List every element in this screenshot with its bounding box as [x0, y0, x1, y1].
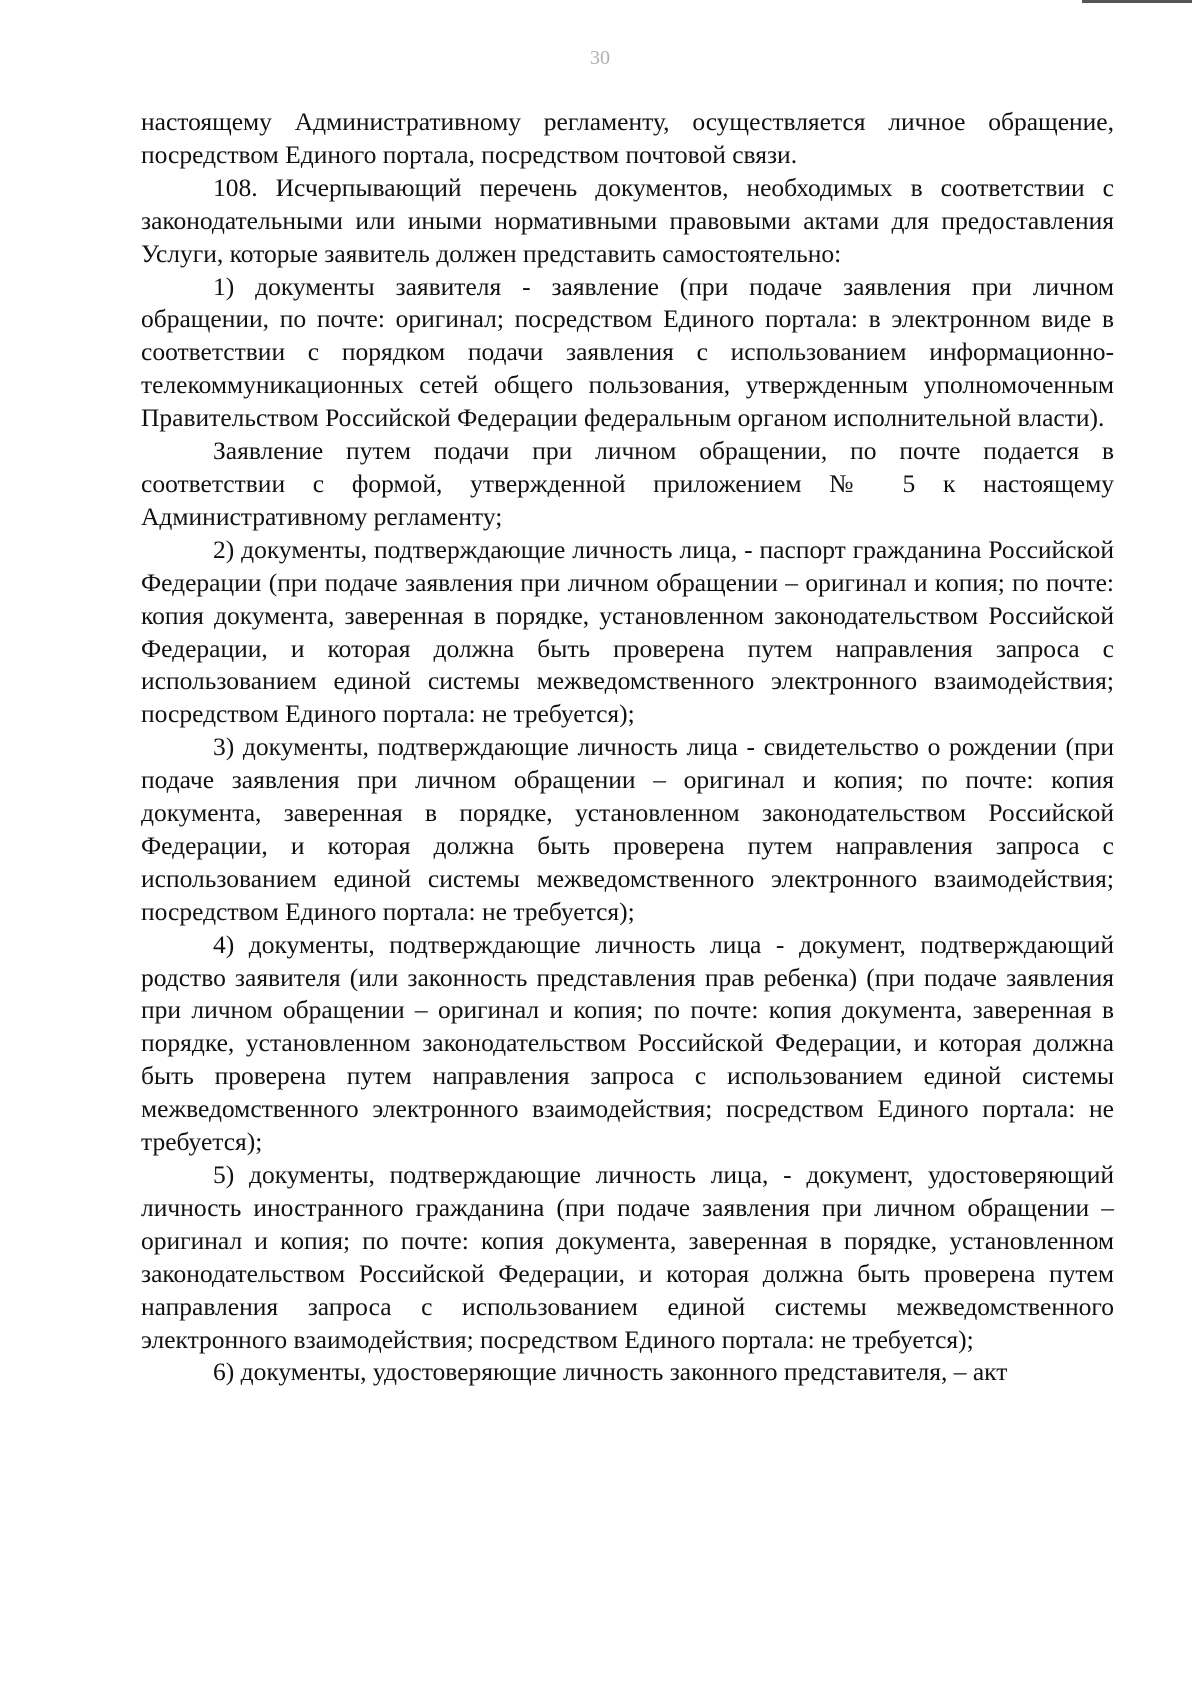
paragraph-item-4: 4) документы, подтверждающие личность лица - документ, подтверждающий родство заявителя (или законность представления прав ребенка) (при подаче заявления при личном обращении – оригинал и копия; по почте: копия документа, заверенная в порядке, установленном законодательством Российской Федерации, и которая должна быть проверена путем направления запроса с использованием единой системы межведомственного электронного взаимодействия; посредством Единого портала: не требуется); [141, 929, 1114, 1157]
paragraph-continuation: настоящему Административному регламенту, осуществляется личное обращение, посредством Единого портала, посредством почтовой связи. [141, 107, 1114, 169]
paragraph-application-form: Заявление путем подачи при личном обращении, по почте подается в соответствии с формой, утвержденной приложением № 5 к настоящему Административному регламенту; [141, 436, 1114, 531]
top-edge-rule [1082, 0, 1192, 3]
page-number: 30 [590, 47, 610, 69]
paragraph-item-5: 5) документы, подтверждающие личность лица, - документ, удостоверяющий личность иностранного гражданина (при подаче заявления при личном обращении – оригинал и копия; по почте: копия документа, заверенная в порядке, установленном законодательством Российской Федерации, и которая должна быть проверена путем направления запроса с использованием единой системы межведомственного электронного взаимодействия; посредством Единого портала: не требуется); [141, 1160, 1114, 1354]
document-body [141, 106, 1114, 1389]
paragraph-108: 108. Исчерпывающий перечень документов, необходимых в соответствии с законодательными или иными нормативными правовыми актами для предоставления Услуги, которые заявитель должен представить самостоятельно: [141, 172, 1114, 268]
paragraph-item-1: 1) документы заявителя - заявление (при подаче заявления при личном обращении, по почте: оригинал; посредством Единого портала: в электронном виде в соответствии с порядком подачи заявления с использованием информационно-телекоммуникационных сетей общего пользования, утвержденным уполномоченным Правительством Российской Федерации федеральным органом исполнительной власти). [141, 271, 1114, 433]
paragraph-item-2: 2) документы, подтверждающие личность лица, - паспорт гражданина Российской Федерации (при подаче заявления при личном обращении – оригинал и копия; по почте: копия документа, заверенная в порядке, установленном законодательством Российской Федерации, и которая должна быть проверена путем направления запроса с использованием единой системы межведомственного электронного взаимодействия; посредством Единого портала: не требуется); [141, 534, 1114, 729]
paragraph-item-3: 3) документы, подтверждающие личность лица - свидетельство о рождении (при подаче заявления при личном обращении – оригинал и копия; по почте: копия документа, заверенная в порядке, установленном законодательством Российской Федерации, и которая должна быть проверена путем направления запроса с использованием единой системы межведомственного электронного взаимодействия; посредством Единого портала: не требуется); [141, 732, 1114, 926]
paragraph-item-6: 6) документы, удостоверяющие личность законного представителя, – акт [213, 1357, 1008, 1387]
